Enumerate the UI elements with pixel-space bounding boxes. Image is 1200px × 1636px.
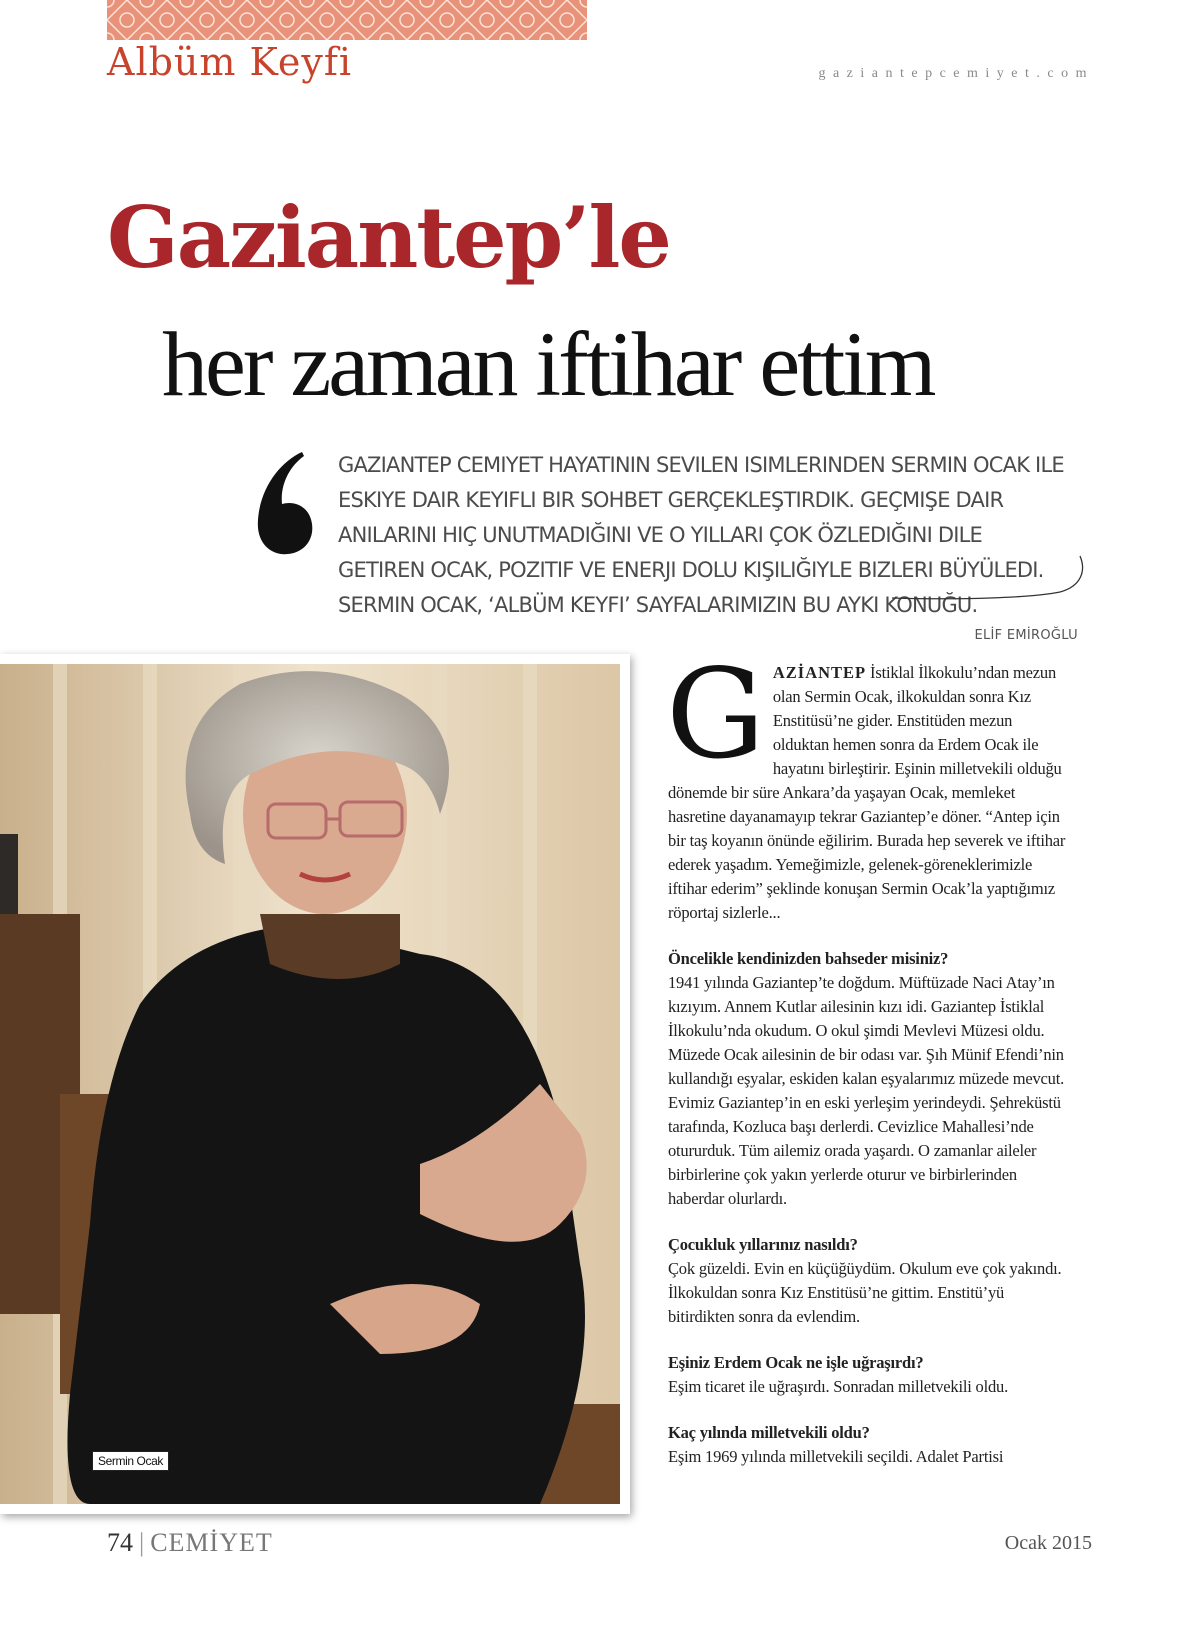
answer-2: Çok güzeldi. Evin en küçüğüydüm. Okulum eve çok yakındı. İlkokuldan sonra Kız Enstitüsü’ne gittim. Enstitü’yü bitirdikten sonra da evlendim. (668, 1259, 1062, 1326)
decorative-pattern-band (107, 0, 587, 40)
magazine-name: CEMİYET (150, 1528, 273, 1557)
byline: ELİF EMİROĞLU (974, 628, 1078, 643)
intro-text: İstiklal İlkokulu’ndan mezun olan Sermin Ocak, ilkokuldan sonra Kız Enstitüsü’ne gider. Enstitüden mezun olduktan hemen sonra da Erdem Ocak ile hayatını birleştirir. Eşinin milletvekili olduğu dönemde bir süre Ankara’da yaşayan Ocak, memleket hasretine dayanamayıp tekrar Gaziantep’e döner. “Antep için bir taş koyanın önünde eğilirim. Burada hep severek ve iftihar ederek yaşadım. Yemeğimizle, gelenek-göreneklerimizle iftihar ederim” şeklinde konuşan Sermin Ocak’la yaptığımız röportaj sizlerle... (668, 663, 1066, 922)
site-url[interactable]: gaziantepcemiyet.com (818, 66, 1094, 81)
answer-3: Eşim ticaret ile uğraşırdı. Sonradan milletvekili oldu. (668, 1377, 1009, 1396)
footer-separator: | (139, 1528, 145, 1557)
answer-4: Eşim 1969 yılında milletvekili seçildi. Adalet Partisi (668, 1447, 1004, 1466)
answer-1-paragraph-2: Evimiz Gaziantep’in en eski yerleşim yerindeydi. Şehreküstü tarafında, Kozluca başı derlerdi. Cevizlice Mahallesi’nde otururduk. Tüm ailemiz orada yaşardı. O zamanlar aileler birbirlerine çok yakın yerlerde oturur ve birbirlerinden haberdar olurlardı. (668, 1093, 1061, 1208)
article-body (666, 643, 1068, 1469)
drop-cap: G (666, 643, 765, 787)
question-3: Eşiniz Erdem Ocak ne işle uğraşırdı? (668, 1353, 924, 1372)
decorative-swash (890, 552, 1090, 604)
quote-mark-icon (250, 448, 320, 558)
section-label: Albüm Keyfi (107, 40, 353, 84)
question-4: Kaç yılında milletvekili oldu? (668, 1423, 870, 1442)
footer-page-info (107, 1528, 273, 1558)
intro-lead-word: AZİANTEP (772, 663, 867, 682)
headline-line-2: her zaman iftihar ettim (162, 313, 934, 415)
photo-caption: Sermin Ocak (92, 1451, 169, 1471)
headline-line-1: Gaziantep’le (107, 188, 670, 287)
photo-frame (0, 654, 630, 1514)
question-1: Öncelikle kendinizden bahseder misiniz? (668, 949, 949, 968)
portrait-photo (0, 664, 620, 1504)
page-number: 74 (107, 1528, 133, 1557)
portrait-illustration (0, 664, 620, 1504)
question-2: Çocukluk yıllarınız nasıldı? (668, 1235, 858, 1254)
lead-paragraph: GAZIANTEP CEMIYET HAYATININ SEVILEN ISIMLERINDEN SERMIN OCAK ILE ESKIYE DAIR KEYIFLI BIR SOHBET GERÇEKLEŞTIRDIK. GEÇMIŞE DAIR ANILARINI HIÇ UNUTMADIĞINI VE O YILLARI ÇOK ÖZLEDIĞINI DILE GETIREN OCAK, POZITIF VE ENERJI DOLU KIŞILIĞIYLE BIZLERI BÜYÜLEDI. SERMIN OCAK, ‘ALBÜM KEYFI’ SAYFALARIMIZIN BU AYKI KONUĞU. (338, 453, 1064, 617)
answer-1-paragraph-1: 1941 yılında Gaziantep’te doğdum. Müftüzade Naci Atay’ın kızıyım. Annem Kutlar ailesinin kızı idi. Gaziantep İstiklal İlkokulu’nda okudum. O okul şimdi Mevlevi Müzesi oldu. Müzede Ocak ailesinin de bir odası var. Şıh Münif Efendi’nin kullandığı eşyalar, eskiden kalan eşyalarımız müzede mevcut. (668, 973, 1065, 1088)
issue-date: Ocak 2015 (1004, 1532, 1092, 1554)
